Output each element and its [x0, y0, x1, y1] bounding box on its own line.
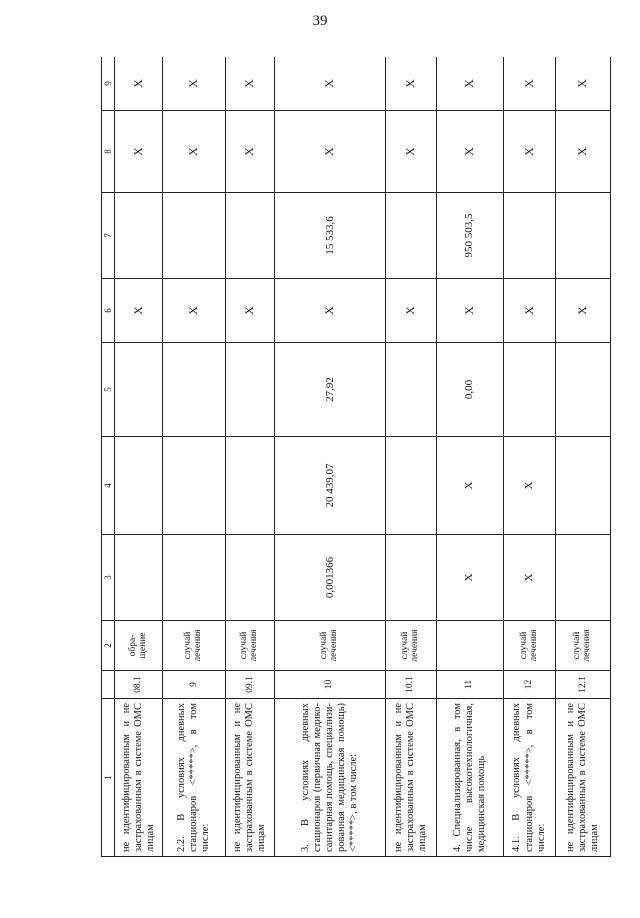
value-cell — [226, 193, 274, 279]
value-cell: X — [226, 279, 274, 343]
value-cell: 0,00 — [436, 343, 503, 437]
value-cell: X — [163, 111, 226, 193]
value-cell: X — [386, 57, 436, 111]
column-header — [102, 671, 115, 699]
value-cell — [163, 437, 226, 535]
value-cell: X — [436, 111, 503, 193]
value-cell: X — [163, 57, 226, 111]
value-cell: X — [436, 57, 503, 111]
value-cell: X — [556, 111, 611, 193]
value-cell — [163, 343, 226, 437]
value-cell — [556, 437, 611, 535]
value-cell: X — [436, 437, 503, 535]
table-row — [503, 57, 556, 857]
unit-cell: случай лечения — [503, 621, 556, 671]
unit-cell: случай лечения — [226, 621, 274, 671]
value-cell: X — [436, 279, 503, 343]
row-code-cell: 10 — [274, 671, 385, 699]
value-cell: X — [115, 279, 163, 343]
column-header: 3 — [102, 535, 115, 621]
value-cell: X — [115, 57, 163, 111]
value-cell — [115, 437, 163, 535]
row-code-cell: 12 — [503, 671, 556, 699]
row-name-cell: не идентифицированным и не застрахованным в системе ОМС лицам — [115, 699, 163, 857]
value-cell — [386, 535, 436, 621]
row-name-cell: не идентифицированным и не застрахованным в системе ОМС лицам — [226, 699, 274, 857]
value-cell — [386, 343, 436, 437]
row-name-cell: 2.2. В условиях дневных стационаров <*****>, в том числе: — [163, 699, 226, 857]
unit-cell: обра-щение — [115, 621, 163, 671]
value-cell — [386, 437, 436, 535]
row-code-cell: 08.1 — [115, 671, 163, 699]
table-row — [163, 57, 226, 857]
rotated-table — [101, 57, 611, 857]
value-cell: X — [503, 535, 556, 621]
value-cell: X — [556, 279, 611, 343]
value-cell — [115, 343, 163, 437]
value-cell: X — [226, 57, 274, 111]
value-cell — [226, 343, 274, 437]
table-row — [115, 57, 163, 857]
unit-cell: случай лечения — [274, 621, 385, 671]
value-cell: 15 533,6 — [274, 193, 385, 279]
value-cell: X — [503, 279, 556, 343]
value-cell: X — [556, 57, 611, 111]
row-code-cell: 12.1 — [556, 671, 611, 699]
value-cell: X — [274, 279, 385, 343]
row-code-cell: 11 — [436, 671, 503, 699]
column-header: 7 — [102, 193, 115, 279]
row-name-cell: 3. В условиях дневных стационаров (первичная медико-санитарная помощь, специализи-рованная медицинская помощь) <*****>, в том числе: — [274, 699, 385, 857]
value-cell — [556, 193, 611, 279]
row-name-cell: не идентифицированным и не застрахованным в системе ОМС лицам — [386, 699, 436, 857]
value-cell: X — [386, 111, 436, 193]
value-cell: X — [274, 111, 385, 193]
value-cell — [163, 193, 226, 279]
value-cell: X — [115, 111, 163, 193]
unit-cell: случай лечения — [163, 621, 226, 671]
table-container — [101, 57, 611, 857]
value-cell: X — [503, 57, 556, 111]
value-cell: X — [274, 57, 385, 111]
value-cell: X — [436, 535, 503, 621]
value-cell — [556, 535, 611, 621]
value-cell: 20 439,07 — [274, 437, 385, 535]
value-cell — [556, 343, 611, 437]
table-row — [386, 57, 436, 857]
value-cell: 27,92 — [274, 343, 385, 437]
column-header: 1 — [102, 699, 115, 857]
unit-cell: случай лечения — [556, 621, 611, 671]
value-cell: 0,001366 — [274, 535, 385, 621]
page-number: 39 — [312, 13, 328, 29]
value-cell — [115, 193, 163, 279]
value-cell — [386, 193, 436, 279]
column-header: 5 — [102, 343, 115, 437]
row-code-cell: 09.1 — [226, 671, 274, 699]
table-row — [556, 57, 611, 857]
value-cell — [503, 193, 556, 279]
row-name-cell: 4.1. В условиях дневных стационаров <*****>, в том числе: — [503, 699, 556, 857]
row-code-cell: 9 — [163, 671, 226, 699]
value-cell — [226, 535, 274, 621]
column-header: 2 — [102, 621, 115, 671]
table-row — [274, 57, 385, 857]
value-cell: X — [503, 437, 556, 535]
value-cell — [115, 535, 163, 621]
row-name-cell: не идентифицированным и не застрахованным в системе ОМС лицам — [556, 699, 611, 857]
table-row — [436, 57, 503, 857]
value-cell — [226, 437, 274, 535]
column-header: 4 — [102, 437, 115, 535]
column-header: 6 — [102, 279, 115, 343]
value-cell — [503, 343, 556, 437]
unit-cell — [436, 621, 503, 671]
unit-cell: случай лечения — [386, 621, 436, 671]
value-cell: X — [226, 111, 274, 193]
column-header: 9 — [102, 57, 115, 111]
value-cell: X — [503, 111, 556, 193]
row-code-cell: 10.1 — [386, 671, 436, 699]
value-cell — [163, 535, 226, 621]
data-table — [101, 57, 611, 857]
row-name-cell: 4. Специализированная, в том числе высокотехнологичная, медицинская помощь — [436, 699, 503, 857]
value-cell: X — [163, 279, 226, 343]
value-cell: 950 503,5 — [436, 193, 503, 279]
header-row — [102, 57, 115, 857]
table-row — [226, 57, 274, 857]
column-header: 8 — [102, 111, 115, 193]
value-cell: X — [386, 279, 436, 343]
